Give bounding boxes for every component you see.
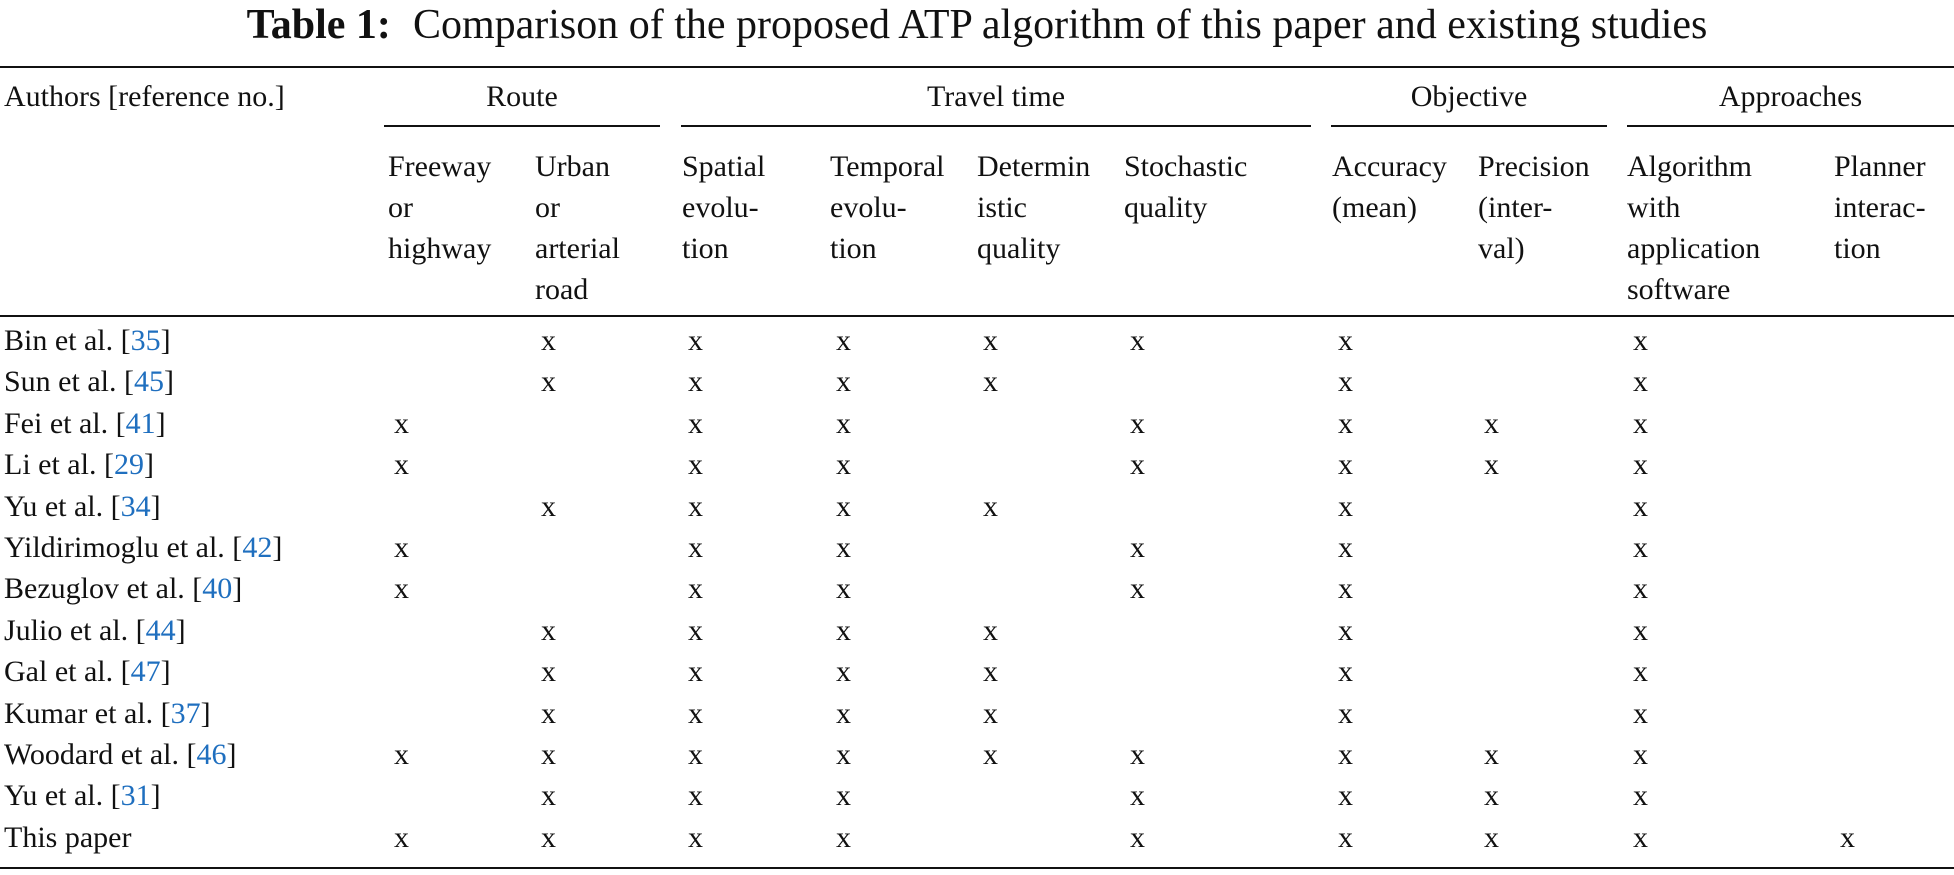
subheader-line: quality bbox=[1124, 191, 1208, 224]
check-mark: x bbox=[836, 448, 851, 482]
subheader-line: Determin bbox=[977, 150, 1091, 183]
header-authors: Authors [reference no.] bbox=[4, 80, 285, 113]
subheader-line: or bbox=[535, 191, 560, 224]
check-mark: x bbox=[1338, 655, 1353, 689]
subheader-line: Planner bbox=[1834, 150, 1926, 183]
bottom-rule bbox=[0, 867, 1954, 869]
check-mark: x bbox=[688, 365, 703, 399]
check-mark: x bbox=[1633, 696, 1648, 730]
subheader-accuracy-mean bbox=[1332, 146, 1447, 228]
check-mark: x bbox=[836, 406, 851, 440]
reference-link[interactable]: 46 bbox=[196, 738, 227, 771]
check-mark: x bbox=[1633, 489, 1648, 523]
reference-link[interactable]: 29 bbox=[113, 448, 144, 482]
subheader-urban-or-arterial-road bbox=[535, 146, 620, 310]
author-name: Bin et al. [ bbox=[4, 324, 131, 357]
reference-bracket: ] bbox=[175, 613, 186, 647]
check-mark: x bbox=[541, 696, 556, 730]
check-mark: x bbox=[688, 779, 703, 813]
subheader-line: Spatial bbox=[682, 150, 766, 183]
check-mark: x bbox=[688, 655, 703, 689]
check-mark: x bbox=[1338, 696, 1353, 730]
author-name: This paper bbox=[4, 820, 132, 854]
reference-link[interactable]: 37 bbox=[170, 696, 201, 730]
reference-bracket: ] bbox=[272, 531, 283, 564]
subheader-line: application bbox=[1627, 232, 1761, 265]
row-author bbox=[4, 403, 166, 444]
check-mark: x bbox=[1338, 365, 1353, 399]
subheader-precision-interval bbox=[1478, 146, 1590, 269]
header-rule bbox=[0, 315, 1954, 317]
subheader-line: istic bbox=[977, 191, 1027, 224]
check-mark: x bbox=[1130, 406, 1145, 440]
reference-bracket: ] bbox=[163, 365, 174, 399]
check-mark: x bbox=[541, 820, 556, 854]
check-mark: x bbox=[836, 613, 851, 647]
row-author bbox=[4, 734, 237, 775]
check-mark: x bbox=[394, 572, 409, 606]
check-mark: x bbox=[836, 779, 851, 813]
check-mark: x bbox=[1338, 448, 1353, 482]
check-mark: x bbox=[688, 820, 703, 854]
check-mark: x bbox=[983, 613, 998, 647]
header-group-objective: Objective bbox=[1410, 80, 1528, 113]
check-mark: x bbox=[394, 820, 409, 854]
check-mark: x bbox=[1633, 365, 1648, 399]
check-mark: x bbox=[1130, 448, 1145, 482]
subheader-line: arterial bbox=[535, 232, 620, 265]
subheader-line: Urban bbox=[535, 150, 610, 183]
table-caption bbox=[0, 0, 1954, 58]
subheader-line: (inter- bbox=[1478, 191, 1553, 224]
group-rule-travel-time bbox=[681, 125, 1311, 127]
group-rule-route bbox=[384, 125, 660, 127]
check-mark: x bbox=[1484, 820, 1499, 854]
check-mark: x bbox=[688, 572, 703, 606]
check-mark: x bbox=[688, 489, 703, 523]
check-mark: x bbox=[688, 613, 703, 647]
subheader-line: Temporal bbox=[830, 150, 945, 183]
check-mark: x bbox=[1130, 779, 1145, 813]
row-author bbox=[4, 527, 282, 568]
author-name: Bezuglov et al. [ bbox=[4, 572, 203, 606]
check-mark: x bbox=[1633, 655, 1648, 689]
subheader-line: Algorithm bbox=[1627, 150, 1752, 183]
check-mark: x bbox=[394, 738, 409, 771]
table-caption-text: Comparison of the proposed ATP algorithm of this paper and existing studies bbox=[412, 2, 1708, 48]
check-mark: x bbox=[983, 696, 998, 730]
row-author bbox=[4, 775, 161, 816]
row-author bbox=[4, 444, 154, 485]
author-name: Li et al. [ bbox=[4, 448, 114, 482]
row-author bbox=[4, 568, 242, 609]
check-mark: x bbox=[688, 324, 703, 357]
check-mark: x bbox=[983, 324, 998, 357]
check-mark: x bbox=[1130, 820, 1145, 854]
subheader-line: val) bbox=[1478, 232, 1525, 265]
subheader-line: or bbox=[388, 191, 413, 224]
subheader-line: Precision bbox=[1478, 150, 1590, 183]
subheader-temporal-evolution bbox=[830, 146, 945, 269]
author-name: Yu et al. [ bbox=[4, 489, 121, 523]
check-mark: x bbox=[836, 365, 851, 399]
check-mark: x bbox=[1130, 572, 1145, 606]
reference-bracket: ] bbox=[143, 448, 154, 482]
subheader-algorithm-with-application-software bbox=[1627, 146, 1760, 310]
check-mark: x bbox=[1633, 572, 1648, 606]
check-mark: x bbox=[1338, 531, 1353, 564]
check-mark: x bbox=[394, 406, 409, 440]
check-mark: x bbox=[1130, 324, 1145, 357]
header-group-route: Route bbox=[486, 80, 558, 113]
subheader-line: software bbox=[1627, 273, 1731, 306]
check-mark: x bbox=[836, 531, 851, 564]
reference-link[interactable]: 44 bbox=[145, 613, 176, 647]
check-mark: x bbox=[836, 655, 851, 689]
row-author bbox=[4, 486, 161, 527]
check-mark: x bbox=[541, 324, 556, 357]
row-author bbox=[4, 817, 131, 858]
reference-bracket: ] bbox=[160, 324, 171, 357]
reference-link[interactable]: 34 bbox=[120, 489, 151, 523]
check-mark: x bbox=[1338, 820, 1353, 854]
check-mark: x bbox=[1338, 324, 1353, 357]
row-author bbox=[4, 610, 186, 651]
row-author bbox=[4, 693, 211, 734]
check-mark: x bbox=[1633, 738, 1648, 771]
author-name: Julio et al. [ bbox=[4, 613, 146, 647]
subheader-line: road bbox=[535, 273, 589, 306]
check-mark: x bbox=[394, 448, 409, 482]
check-mark: x bbox=[1484, 448, 1499, 482]
check-mark: x bbox=[1840, 820, 1855, 854]
subheader-line: Stochastic bbox=[1124, 150, 1248, 183]
check-mark: x bbox=[1633, 406, 1648, 440]
check-mark: x bbox=[1633, 448, 1648, 482]
subheader-stochastic-quality bbox=[1124, 146, 1247, 228]
reference-link[interactable]: 47 bbox=[130, 655, 161, 689]
subheader-line: tion bbox=[830, 232, 877, 265]
reference-bracket: ] bbox=[150, 489, 161, 523]
check-mark: x bbox=[541, 365, 556, 399]
reference-bracket: ] bbox=[200, 696, 211, 730]
reference-link[interactable]: 45 bbox=[133, 365, 164, 399]
check-mark: x bbox=[836, 489, 851, 523]
check-mark: x bbox=[1633, 531, 1648, 564]
subheader-line: evolu- bbox=[830, 191, 907, 224]
reference-bracket: ] bbox=[155, 406, 166, 440]
check-mark: x bbox=[1338, 489, 1353, 523]
check-mark: x bbox=[1338, 572, 1353, 606]
check-mark: x bbox=[541, 738, 556, 771]
top-rule bbox=[0, 66, 1954, 68]
author-name: Fei et al. [ bbox=[4, 406, 126, 440]
reference-bracket: ] bbox=[232, 572, 243, 606]
check-mark: x bbox=[836, 820, 851, 854]
check-mark: x bbox=[1338, 738, 1353, 771]
check-mark: x bbox=[836, 324, 851, 357]
reference-bracket: ] bbox=[150, 779, 161, 813]
subheader-line: highway bbox=[388, 232, 492, 265]
check-mark: x bbox=[688, 738, 703, 771]
check-mark: x bbox=[1484, 406, 1499, 440]
subheader-planner-interaction bbox=[1834, 146, 1926, 269]
check-mark: x bbox=[1338, 613, 1353, 647]
table-caption-label: Table 1: bbox=[246, 2, 391, 48]
reference-link[interactable]: 41 bbox=[125, 406, 156, 440]
author-name: Yu et al. [ bbox=[4, 779, 121, 813]
check-mark: x bbox=[836, 572, 851, 606]
check-mark: x bbox=[541, 779, 556, 813]
reference-link[interactable]: 40 bbox=[202, 572, 233, 606]
check-mark: x bbox=[394, 531, 409, 564]
subheader-spatial-evolution bbox=[682, 146, 765, 269]
header-group-approaches: Approaches bbox=[1718, 80, 1863, 113]
check-mark: x bbox=[1633, 613, 1648, 647]
row-author bbox=[4, 651, 171, 692]
check-mark: x bbox=[1633, 779, 1648, 813]
reference-link[interactable]: 35 bbox=[130, 324, 161, 357]
reference-link[interactable]: 31 bbox=[120, 779, 151, 813]
check-mark: x bbox=[1633, 324, 1648, 357]
subheader-line: evolu- bbox=[682, 191, 759, 224]
check-mark: x bbox=[983, 365, 998, 399]
check-mark: x bbox=[983, 738, 998, 771]
group-rule-approaches bbox=[1627, 125, 1954, 127]
reference-bracket: ] bbox=[226, 738, 237, 771]
check-mark: x bbox=[688, 696, 703, 730]
check-mark: x bbox=[1130, 531, 1145, 564]
check-mark: x bbox=[541, 613, 556, 647]
subheader-line: tion bbox=[682, 232, 729, 265]
check-mark: x bbox=[836, 738, 851, 771]
reference-link[interactable]: 42 bbox=[242, 531, 273, 564]
reference-bracket: ] bbox=[160, 655, 171, 689]
author-name: Gal et al. [ bbox=[4, 655, 131, 689]
check-mark: x bbox=[1633, 820, 1648, 854]
check-mark: x bbox=[1130, 738, 1145, 771]
subheader-line: quality bbox=[977, 232, 1061, 265]
check-mark: x bbox=[688, 406, 703, 440]
row-author bbox=[4, 320, 171, 361]
subheader-line: tion bbox=[1834, 232, 1881, 265]
check-mark: x bbox=[1338, 406, 1353, 440]
subheader-line: (mean) bbox=[1332, 191, 1417, 224]
row-author bbox=[4, 361, 174, 402]
group-rule-objective bbox=[1331, 125, 1607, 127]
author-name: Yildirimoglu et al. [ bbox=[4, 531, 243, 564]
check-mark: x bbox=[983, 489, 998, 523]
check-mark: x bbox=[1484, 779, 1499, 813]
subheader-line: with bbox=[1627, 191, 1681, 224]
check-mark: x bbox=[836, 696, 851, 730]
check-mark: x bbox=[1484, 738, 1499, 771]
check-mark: x bbox=[688, 531, 703, 564]
check-mark: x bbox=[688, 448, 703, 482]
subheader-line: Freeway bbox=[388, 150, 492, 183]
check-mark: x bbox=[1338, 779, 1353, 813]
header-group-travel-time: Travel time bbox=[926, 80, 1066, 113]
subheader-line: interac- bbox=[1834, 191, 1926, 224]
check-mark: x bbox=[983, 655, 998, 689]
check-mark: x bbox=[541, 655, 556, 689]
check-mark: x bbox=[541, 489, 556, 523]
subheader-line: Accuracy bbox=[1332, 150, 1447, 183]
author-name: Woodard et al. [ bbox=[4, 738, 197, 771]
author-name: Kumar et al. [ bbox=[4, 696, 171, 730]
author-name: Sun et al. [ bbox=[4, 365, 134, 399]
subheader-freeway-or-highway bbox=[388, 146, 491, 269]
subheader-deterministic-quality bbox=[977, 146, 1090, 269]
